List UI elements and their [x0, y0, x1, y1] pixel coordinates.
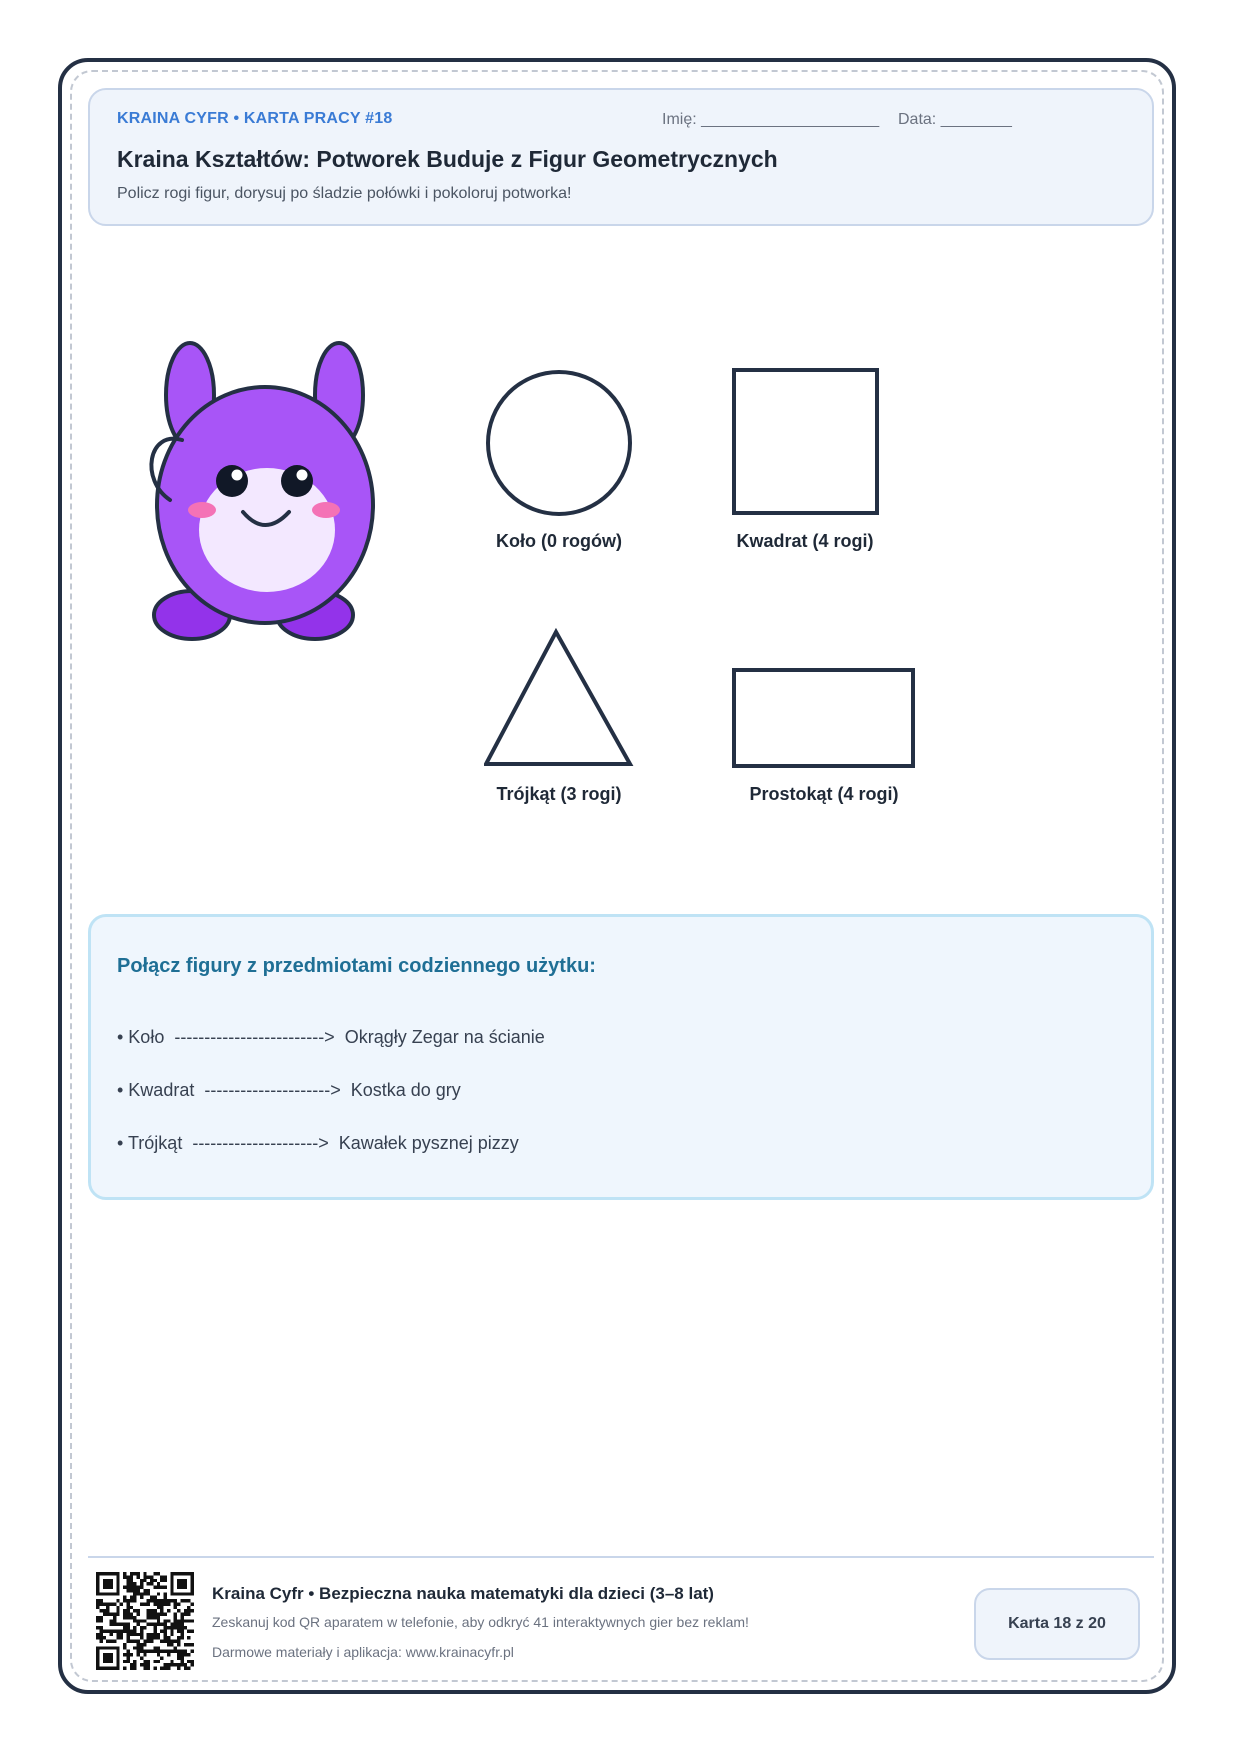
brand-label: KRAINA CYFR • KARTA PRACY #18	[117, 110, 393, 127]
name-field-label: Imię: ____________________	[662, 111, 880, 128]
footer-website-text: Darmowe materiały i aplikacja: www.krainacyfr.pl	[212, 1644, 514, 1660]
connect-row-circle: • Koło -------------------------> Okrągły Zegar na ścianie	[117, 1027, 545, 1047]
square-label: Kwadrat (4 rogi)	[736, 531, 874, 551]
monster-right-eye	[281, 465, 313, 497]
qr-code	[96, 1572, 194, 1670]
circle-shape	[484, 368, 634, 518]
triangle-shape	[484, 628, 634, 768]
page-number-badge: Karta 18 z 20	[974, 1588, 1140, 1660]
monster-left-eye	[216, 465, 248, 497]
rectangle-label: Prostokąt (4 rogi)	[749, 784, 899, 804]
square-shape	[732, 368, 882, 518]
rectangle-shape	[732, 668, 916, 768]
date-field-label: Data: ________	[898, 111, 1012, 128]
page-inner-dashed-frame	[70, 70, 1164, 1682]
connect-row-triangle: • Trójkąt ---------------------> Kawałek pysznej pizzy	[117, 1133, 519, 1153]
footer-qr-text: Zeskanuj kod QR aparatem w telefonie, aby odkryć 41 interaktywnych gier bez reklam!	[212, 1614, 749, 1630]
footer-title: Kraina Cyfr • Bezpieczna nauka matematyki dla dzieci (3–8 lat)	[212, 1584, 714, 1603]
page-subtitle: Policz rogi figur, dorysuj po śladzie połówki i pokoloruj potworka!	[117, 185, 572, 202]
name-date-fields	[662, 111, 1012, 129]
monster-right-cheek	[312, 502, 340, 518]
footer-divider	[88, 1556, 1154, 1558]
page-title: Kraina Kształtów: Potworek Buduje z Figur Geometrycznych	[117, 146, 778, 172]
monster-illustration	[140, 340, 390, 650]
connect-exercise-title: Połącz figury z przedmiotami codziennego użytku:	[117, 955, 596, 977]
circle-label: Koło (0 rogów)	[496, 531, 622, 551]
connect-row-square: • Kwadrat ---------------------> Kostka do gry	[117, 1080, 461, 1100]
triangle-label: Trójkąt (3 rogi)	[496, 784, 622, 804]
monster-left-cheek	[188, 502, 216, 518]
